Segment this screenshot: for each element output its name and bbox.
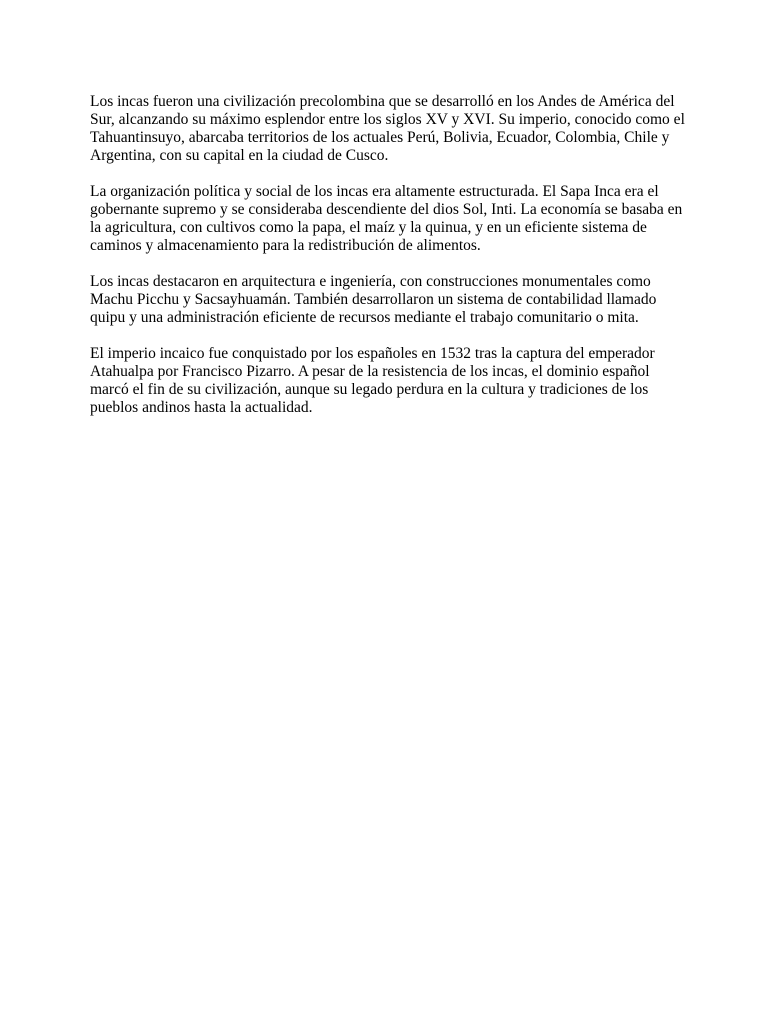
paragraph-2: La organización política y social de los incas era altamente estructurada. El Sapa Inca era el gobernante supremo y se consideraba descendiente del dios Sol, Inti. La economía se basaba en la agricultura, con cultivos como la papa, el maíz y la quinua, y en un eficiente sistema de caminos y almacenamiento para la redistribución de alimentos. [90, 183, 683, 254]
paragraph-3: Los incas destacaron en arquitectura e ingeniería, con construcciones monumentales como Machu Picchu y Sacsayhuamán. También desarrollaron un sistema de contabilidad llamado quipu y una administración eficiente de recursos mediante el trabajo comunitario o mita. [90, 273, 657, 326]
document-body [90, 93, 685, 435]
paragraph-1: Los incas fueron una civilización precolombina que se desarrolló en los Andes de América del Sur, alcanzando su máximo esplendor entre los siglos XV y XVI. Su imperio, conocido como el Tahuantinsuyo, abarcaba territorios de los actuales Perú, Bolivia, Ecuador, Colombia, Chile y Argentina, con su capital en la ciudad de Cusco. [90, 93, 685, 164]
paragraph-4: El imperio incaico fue conquistado por los españoles en 1532 tras la captura del emperador Atahualpa por Francisco Pizarro. A pesar de la resistencia de los incas, el dominio español marcó el fin de su civilización, aunque su legado perdura en la cultura y tradiciones de los pueblos andinos hasta la actualidad. [90, 345, 655, 416]
